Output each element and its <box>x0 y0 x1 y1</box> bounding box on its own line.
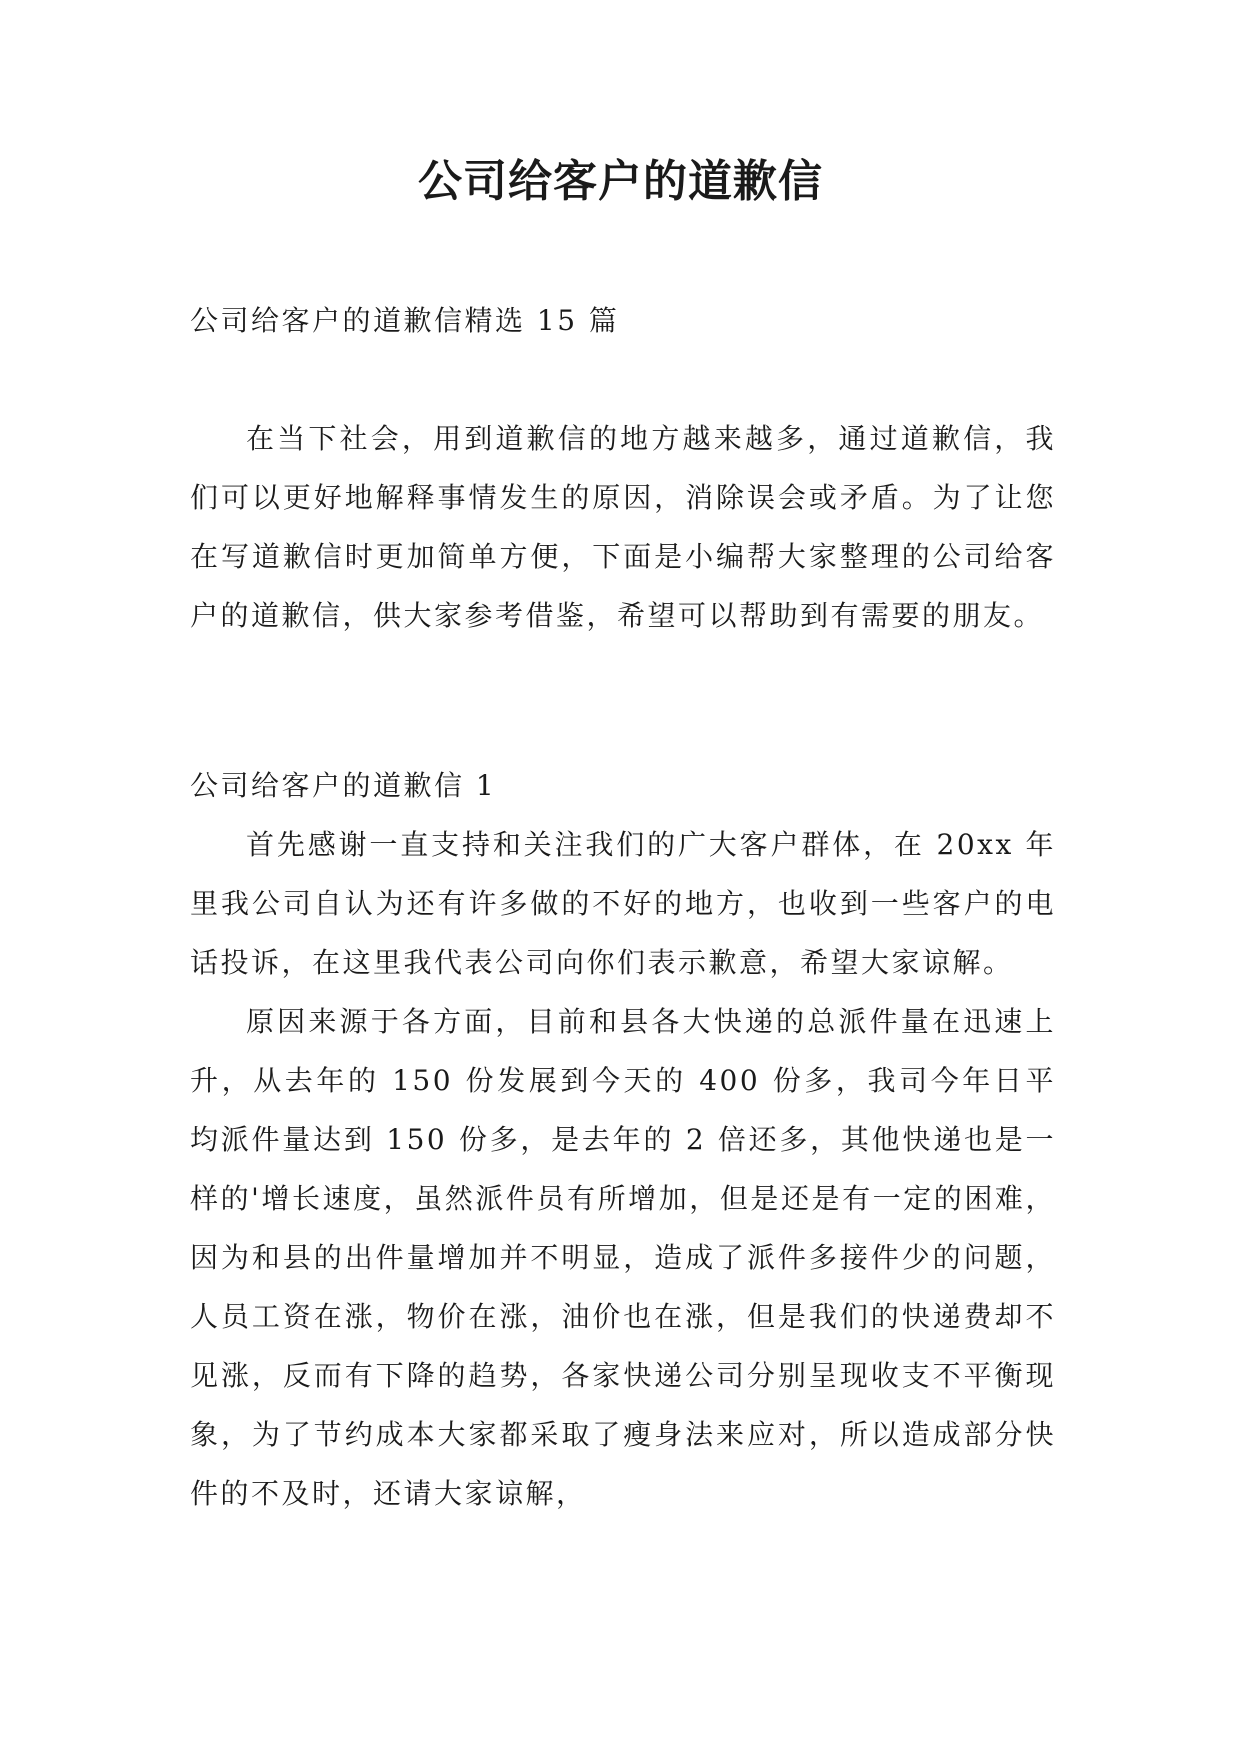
document-subtitle: 公司给客户的道歉信精选 15 篇 <box>190 304 620 337</box>
section-paragraph: 原因来源于各方面，目前和县各大快递的总派件量在迅速上升，从去年的 150 份发展到今天的 400 份多，我司今年日平均派件量达到 150 份多，是去年的 2 倍还多，其他快递也是一样的'增长速度，虽然派件员有所增加，但是还是有一定的困难，因为和县的出件量增加并不明显，造成了派件多接件少的问题，人员工资在涨，物价在涨，油价也在涨，但是我们的快递费却不见涨，反而有下降的趋势，各家快递公司分别呈现收支不平衡现象，为了节约成本大家都采取了瘦身法来应对，所以造成部分快件的不及时，还请大家谅解， <box>190 1005 1056 1510</box>
section-heading: 公司给客户的道歉信 1 <box>190 769 497 802</box>
intro-paragraph: 在当下社会，用到道歉信的地方越来越多，通过道歉信，我们可以更好地解释事情发生的原因，消除误会或矛盾。为了让您在写道歉信时更加简单方便，下面是小编帮大家整理的公司给客户的道歉信，供大家参考借鉴，希望可以帮助到有需要的朋友。 <box>190 422 1056 632</box>
section-paragraph: 首先感谢一直支持和关注我们的广大客户群体，在 20xx 年里我公司自认为还有许多做的不好的地方，也收到一些客户的电话投诉，在这里我代表公司向你们表示歉意，希望大家谅解。 <box>190 828 1056 979</box>
section-1 <box>190 756 1056 1523</box>
document-title: 公司给客户的道歉信 <box>418 156 823 207</box>
